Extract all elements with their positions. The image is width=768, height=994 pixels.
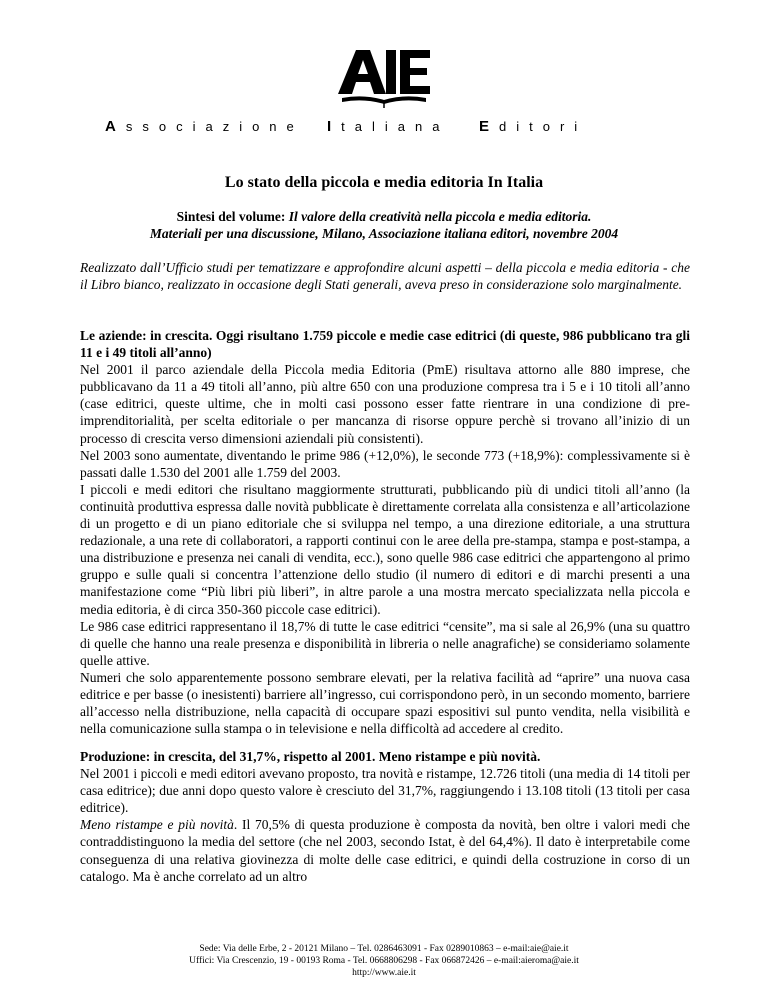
subtitle-line-1: Il valore della creatività nella piccola e media editoria. <box>288 209 592 224</box>
association-word-2: Italiana <box>327 118 450 135</box>
paragraph: Numeri che solo apparentemente possono sembrare elevati, per la relativa facilità ad “aprire” una nuova casa editrice e per basse (o inesistenti) barriere all’ingresso, cui corrispondono però, in un secondo momento, barriere all’accesso nella distribuzione, nella capacità di occupare spazi espositivi sul punto vendita, nella visibilità e nella comunicazione sulla stampa o in televisione e nella difficoltà ad accedere al credito. <box>80 669 690 737</box>
paragraph-body: . Il 70,5% di questa produzione è composta da novità, ben oltre i valori medi che contraddistinguono la media del settore (che nel 2003, secondo Istat, è del 64,4%). Il dato è interpretabile come conseguenza di una relativa giovinezza di molte delle case editrici, e quindi della costruzione in corso di un catalogo. Ma è anche correlato ad un altro <box>80 817 690 884</box>
paragraph: Nel 2001 i piccoli e medi editori avevano proposto, tra novità e ristampe, 12.726 titoli (una media di 14 titoli per casa editrice); due anni dopo questo valore è cresciuto del 31,7%, raggiungendo i 13.108 titoli (13 titoli per casa editrice). <box>80 766 690 816</box>
subtitle-label: Sintesi del volume: <box>176 209 286 224</box>
paragraph-lead: Meno ristampe e più novità <box>80 817 234 833</box>
document-title: Lo stato della piccola e media editoria In Italia <box>224 174 544 191</box>
paragraph: I piccoli e medi editori che risultano maggiormente strutturati, pubblicando più di undici titoli all’anno (la continuità produttiva espressa dalle novità pubblicate è direttamente correlata alla consistenza e all’articolazione di un progetto e di un piano editoriale che si sviluppa nel tempo, a una direzione editoriale, a una struttura redazionale, a una rete di collaboratori, a rapporti continui con le aree della pre-stampa, stampa e post-stampa, a una distribuzione e presenza nei canali di vendita, ecc.), sono quelle 986 case editrici che appartengono al primo gruppo e sulle quali si concentra l’attenzione dello studio (il numero di editori e di marchi presenti a una manifestazione come “Più libri più liberi”, in altre parole a una mostra mercato specializzata nella piccola e media editoria, è di circa 350-360 piccole case editrici). <box>80 481 690 617</box>
section-heading: Produzione: in crescita, del 31,7%, rispetto al 2001. Meno ristampe e più novità. <box>80 749 541 764</box>
paragraph <box>80 816 690 884</box>
subtitle-line-2: Materiali per una discussione, Milano, Associazione italiana editori, novembre 2004 <box>149 226 619 241</box>
page-footer <box>0 943 768 979</box>
association-word-1: Associazione <box>105 118 304 135</box>
intro-paragraph: Realizzato dall’Ufficio studi per tematizzare e approfondire alcuni aspetti – della piccola e media editoria - che il Libro bianco, realizzato in occasione degli Stati generali, aveva preso in considerazione solo marginalmente. <box>80 260 690 292</box>
association-name <box>105 118 665 140</box>
paragraph: Le 986 case editrici rappresentano il 18,7% di tutte le case editrici “censite”, ma si sale al 26,9% (una su quattro di quelle che hanno una reale presenza e disponibilità in libreria o nelle anagrafiche) se consideriamo solamente quelle attive. <box>80 618 690 668</box>
footer-website: http://www.aie.it <box>352 968 416 978</box>
association-word-3: Editori <box>479 118 588 135</box>
section-produzione <box>80 748 690 885</box>
aie-logo <box>334 44 434 110</box>
section-aziende <box>80 327 690 737</box>
footer-address-roma: Uffici: Via Crescenzio, 19 - 00193 Roma - Tel. 0668806298 - Fax 066872426 – e-mail:aieroma@aie.it <box>189 956 579 966</box>
footer-address-milano: Sede: Via delle Erbe, 2 - 20121 Milano – Tel. 0286463091 - Fax 0289010863 – e-mail:aie@aie.it <box>199 944 569 954</box>
paragraph: Nel 2003 sono aumentate, diventando le prime 986 (+12,0%), le seconde 773 (+18,9%): complessivamente si è passati dalle 1.530 del 2001 alle 1.759 del 2003. <box>80 447 690 480</box>
document-subtitle <box>80 208 688 242</box>
paragraph: Nel 2001 il parco aziendale della Piccola media Editoria (PmE) risultava attorno alle 880 imprese, che pubblicavano da 11 a 49 titoli all’anno, più altre 650 con una produzione compresa tra i 5 e i 10 titoli all’anno (case editrici, queste ultime, che in molti casi possono esser fatte rientrare in una condizione di pre-imprenditorialità, per scelta editoriale o per mancanza di risorse oppure perchè si trovano all’inizio di un processo di crescita verso dimensioni aziendali più consistenti). <box>80 362 690 446</box>
section-heading: Le aziende: in crescita. Oggi risultano 1.759 piccole e medie case editrici (di queste, 986 pubblicano tra gli 11 e i 49 titoli all’anno) <box>80 328 690 361</box>
